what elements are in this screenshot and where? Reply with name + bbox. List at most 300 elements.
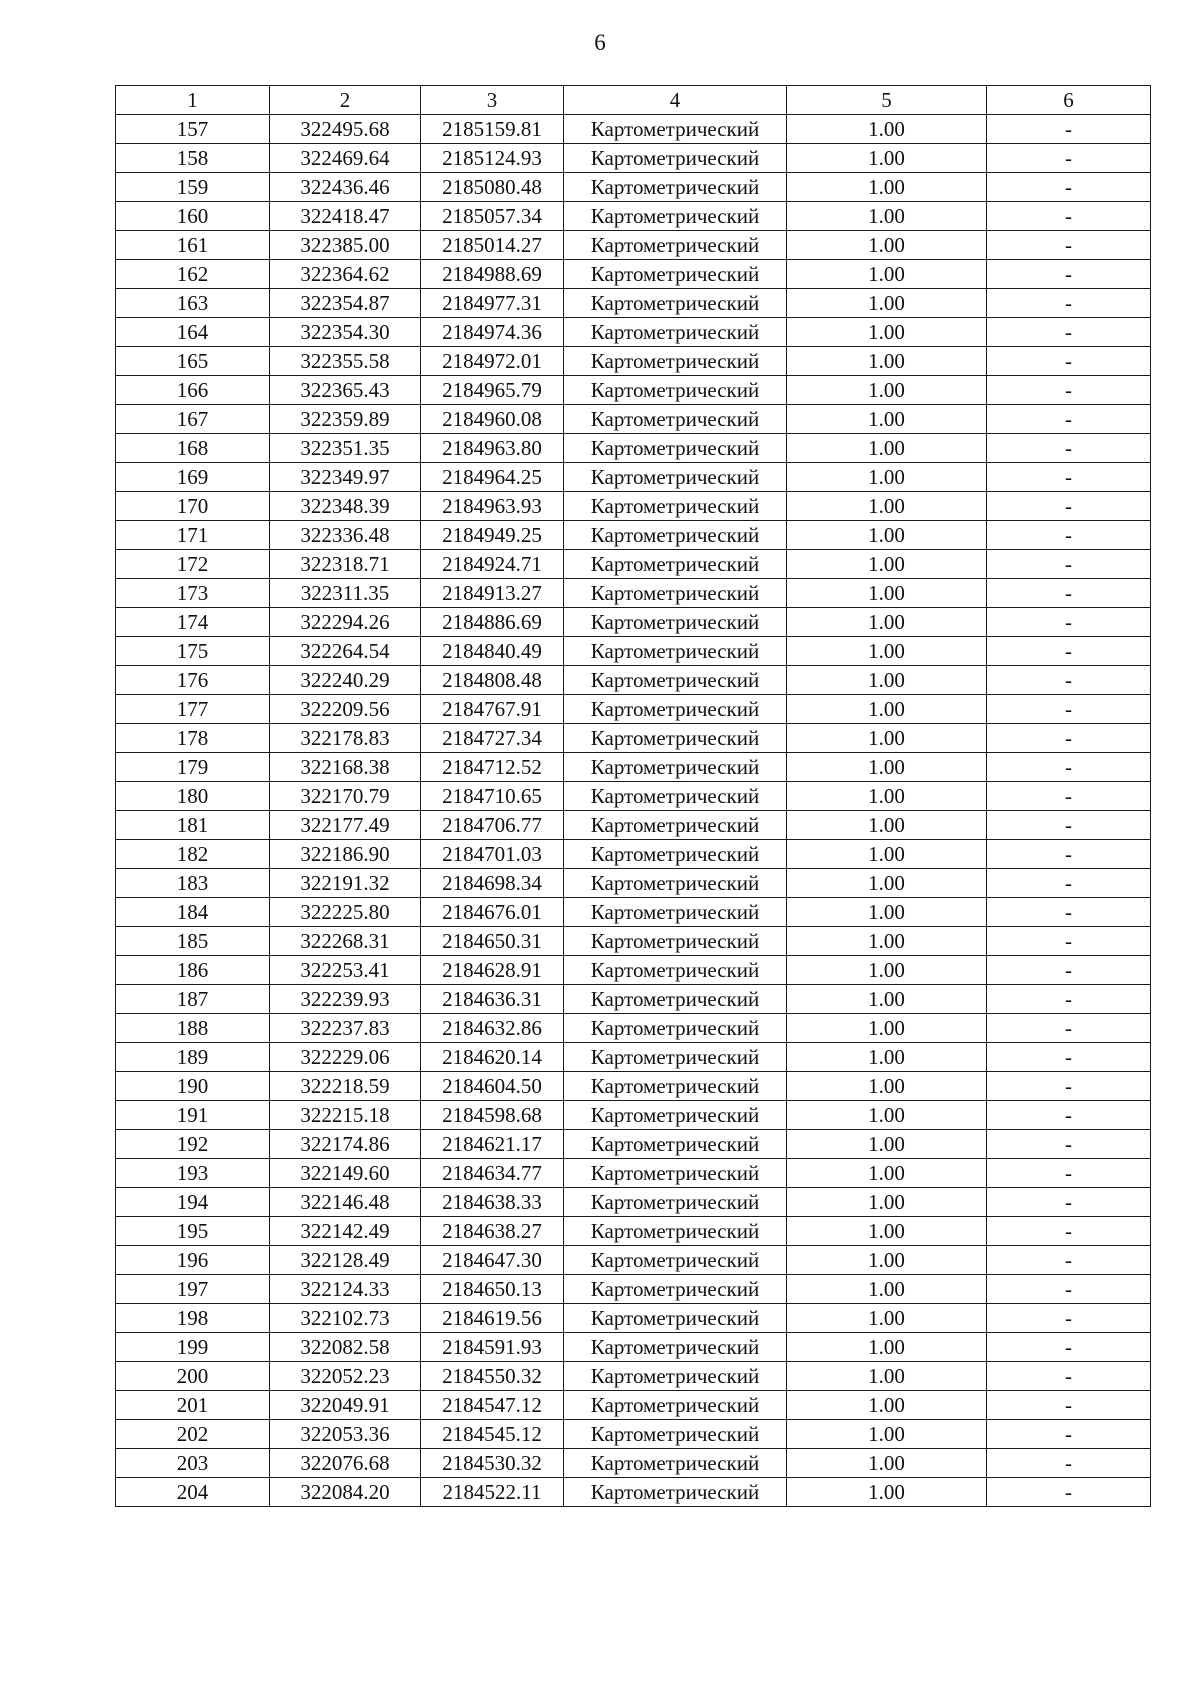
- point-number-cell: 182: [116, 840, 270, 869]
- point-number-cell: 203: [116, 1449, 270, 1478]
- point-number-cell: 194: [116, 1188, 270, 1217]
- coordinates-table: [115, 85, 1151, 1507]
- y-coordinate-cell: 2184964.25: [421, 463, 564, 492]
- accuracy-cell: 1.00: [787, 579, 987, 608]
- note-cell: -: [987, 347, 1151, 376]
- point-number-cell: 201: [116, 1391, 270, 1420]
- accuracy-cell: 1.00: [787, 956, 987, 985]
- y-coordinate-cell: 2184701.03: [421, 840, 564, 869]
- point-number-cell: 196: [116, 1246, 270, 1275]
- point-number-cell: 167: [116, 405, 270, 434]
- method-cell: Картометрический: [564, 434, 787, 463]
- table-row: [116, 956, 1151, 985]
- y-coordinate-cell: 2184634.77: [421, 1159, 564, 1188]
- table-row: [116, 1130, 1151, 1159]
- accuracy-cell: 1.00: [787, 1246, 987, 1275]
- note-cell: -: [987, 550, 1151, 579]
- note-cell: -: [987, 782, 1151, 811]
- method-cell: Картометрический: [564, 550, 787, 579]
- x-coordinate-cell: 322084.20: [270, 1478, 421, 1507]
- accuracy-cell: 1.00: [787, 376, 987, 405]
- method-cell: Картометрический: [564, 1101, 787, 1130]
- table-row: [116, 666, 1151, 695]
- accuracy-cell: 1.00: [787, 1043, 987, 1072]
- accuracy-cell: 1.00: [787, 1449, 987, 1478]
- y-coordinate-cell: 2184913.27: [421, 579, 564, 608]
- method-cell: Картометрический: [564, 724, 787, 753]
- y-coordinate-cell: 2184638.27: [421, 1217, 564, 1246]
- method-cell: Картометрический: [564, 927, 787, 956]
- accuracy-cell: 1.00: [787, 1478, 987, 1507]
- point-number-cell: 159: [116, 173, 270, 202]
- x-coordinate-cell: 322264.54: [270, 637, 421, 666]
- point-number-cell: 168: [116, 434, 270, 463]
- note-cell: -: [987, 1072, 1151, 1101]
- accuracy-cell: 1.00: [787, 115, 987, 144]
- note-cell: -: [987, 231, 1151, 260]
- accuracy-cell: 1.00: [787, 434, 987, 463]
- method-cell: Картометрический: [564, 231, 787, 260]
- method-cell: Картометрический: [564, 782, 787, 811]
- note-cell: -: [987, 956, 1151, 985]
- method-cell: Картометрический: [564, 666, 787, 695]
- accuracy-cell: 1.00: [787, 1101, 987, 1130]
- x-coordinate-cell: 322418.47: [270, 202, 421, 231]
- method-cell: Картометрический: [564, 1217, 787, 1246]
- accuracy-cell: 1.00: [787, 1391, 987, 1420]
- accuracy-cell: 1.00: [787, 1333, 987, 1362]
- note-cell: -: [987, 637, 1151, 666]
- note-cell: -: [987, 202, 1151, 231]
- note-cell: -: [987, 405, 1151, 434]
- note-cell: -: [987, 579, 1151, 608]
- accuracy-cell: 1.00: [787, 289, 987, 318]
- point-number-cell: 184: [116, 898, 270, 927]
- note-cell: -: [987, 1043, 1151, 1072]
- x-coordinate-cell: 322218.59: [270, 1072, 421, 1101]
- table-row: [116, 898, 1151, 927]
- table-row: [116, 550, 1151, 579]
- y-coordinate-cell: 2184977.31: [421, 289, 564, 318]
- note-cell: -: [987, 376, 1151, 405]
- note-cell: -: [987, 1159, 1151, 1188]
- table-row: [116, 376, 1151, 405]
- method-cell: Картометрический: [564, 1130, 787, 1159]
- method-cell: Картометрический: [564, 463, 787, 492]
- x-coordinate-cell: 322354.87: [270, 289, 421, 318]
- accuracy-cell: 1.00: [787, 608, 987, 637]
- note-cell: -: [987, 1246, 1151, 1275]
- point-number-cell: 188: [116, 1014, 270, 1043]
- method-cell: Картометрический: [564, 1420, 787, 1449]
- table-row: [116, 695, 1151, 724]
- note-cell: -: [987, 1333, 1151, 1362]
- method-cell: Картометрический: [564, 1188, 787, 1217]
- y-coordinate-cell: 2184840.49: [421, 637, 564, 666]
- y-coordinate-cell: 2184547.12: [421, 1391, 564, 1420]
- note-cell: -: [987, 1449, 1151, 1478]
- note-cell: -: [987, 869, 1151, 898]
- accuracy-cell: 1.00: [787, 463, 987, 492]
- accuracy-cell: 1.00: [787, 666, 987, 695]
- accuracy-cell: 1.00: [787, 492, 987, 521]
- y-coordinate-cell: 2184650.13: [421, 1275, 564, 1304]
- accuracy-cell: 1.00: [787, 869, 987, 898]
- column-header: 5: [787, 86, 987, 115]
- y-coordinate-cell: 2184604.50: [421, 1072, 564, 1101]
- y-coordinate-cell: 2185080.48: [421, 173, 564, 202]
- x-coordinate-cell: 322146.48: [270, 1188, 421, 1217]
- x-coordinate-cell: 322385.00: [270, 231, 421, 260]
- x-coordinate-cell: 322239.93: [270, 985, 421, 1014]
- table-row: [116, 1420, 1151, 1449]
- table-row: [116, 1391, 1151, 1420]
- y-coordinate-cell: 2184886.69: [421, 608, 564, 637]
- method-cell: Картометрический: [564, 492, 787, 521]
- point-number-cell: 185: [116, 927, 270, 956]
- accuracy-cell: 1.00: [787, 1159, 987, 1188]
- method-cell: Картометрический: [564, 608, 787, 637]
- point-number-cell: 189: [116, 1043, 270, 1072]
- table-row: [116, 1043, 1151, 1072]
- accuracy-cell: 1.00: [787, 1217, 987, 1246]
- x-coordinate-cell: 322336.48: [270, 521, 421, 550]
- table-row: [116, 1014, 1151, 1043]
- accuracy-cell: 1.00: [787, 695, 987, 724]
- y-coordinate-cell: 2184808.48: [421, 666, 564, 695]
- column-header: 6: [987, 86, 1151, 115]
- note-cell: -: [987, 1130, 1151, 1159]
- accuracy-cell: 1.00: [787, 1304, 987, 1333]
- table-row: [116, 782, 1151, 811]
- x-coordinate-cell: 322436.46: [270, 173, 421, 202]
- method-cell: Картометрический: [564, 202, 787, 231]
- point-number-cell: 165: [116, 347, 270, 376]
- point-number-cell: 160: [116, 202, 270, 231]
- note-cell: -: [987, 927, 1151, 956]
- accuracy-cell: 1.00: [787, 347, 987, 376]
- method-cell: Картометрический: [564, 1304, 787, 1333]
- note-cell: -: [987, 753, 1151, 782]
- accuracy-cell: 1.00: [787, 1072, 987, 1101]
- table-row: [116, 1217, 1151, 1246]
- x-coordinate-cell: 322128.49: [270, 1246, 421, 1275]
- x-coordinate-cell: 322170.79: [270, 782, 421, 811]
- method-cell: Картометрический: [564, 1391, 787, 1420]
- method-cell: Картометрический: [564, 1478, 787, 1507]
- table-row: [116, 1159, 1151, 1188]
- note-cell: -: [987, 1014, 1151, 1043]
- y-coordinate-cell: 2184676.01: [421, 898, 564, 927]
- point-number-cell: 170: [116, 492, 270, 521]
- point-number-cell: 197: [116, 1275, 270, 1304]
- method-cell: Картометрический: [564, 753, 787, 782]
- table-row: [116, 840, 1151, 869]
- point-number-cell: 200: [116, 1362, 270, 1391]
- note-cell: -: [987, 173, 1151, 202]
- table-row: [116, 724, 1151, 753]
- x-coordinate-cell: 322174.86: [270, 1130, 421, 1159]
- x-coordinate-cell: 322318.71: [270, 550, 421, 579]
- x-coordinate-cell: 322102.73: [270, 1304, 421, 1333]
- point-number-cell: 174: [116, 608, 270, 637]
- column-header: 2: [270, 86, 421, 115]
- point-number-cell: 176: [116, 666, 270, 695]
- y-coordinate-cell: 2184963.93: [421, 492, 564, 521]
- table-row: [116, 1362, 1151, 1391]
- x-coordinate-cell: 322082.58: [270, 1333, 421, 1362]
- x-coordinate-cell: 322294.26: [270, 608, 421, 637]
- note-cell: -: [987, 521, 1151, 550]
- y-coordinate-cell: 2184636.31: [421, 985, 564, 1014]
- table-row: [116, 115, 1151, 144]
- x-coordinate-cell: 322469.64: [270, 144, 421, 173]
- point-number-cell: 198: [116, 1304, 270, 1333]
- y-coordinate-cell: 2184698.34: [421, 869, 564, 898]
- point-number-cell: 180: [116, 782, 270, 811]
- method-cell: Картометрический: [564, 898, 787, 927]
- accuracy-cell: 1.00: [787, 840, 987, 869]
- y-coordinate-cell: 2184988.69: [421, 260, 564, 289]
- method-cell: Картометрический: [564, 956, 787, 985]
- y-coordinate-cell: 2184628.91: [421, 956, 564, 985]
- accuracy-cell: 1.00: [787, 1362, 987, 1391]
- note-cell: -: [987, 434, 1151, 463]
- x-coordinate-cell: 322124.33: [270, 1275, 421, 1304]
- x-coordinate-cell: 322348.39: [270, 492, 421, 521]
- x-coordinate-cell: 322149.60: [270, 1159, 421, 1188]
- y-coordinate-cell: 2185014.27: [421, 231, 564, 260]
- method-cell: Картометрический: [564, 1246, 787, 1275]
- point-number-cell: 193: [116, 1159, 270, 1188]
- method-cell: Картометрический: [564, 1333, 787, 1362]
- table-row: [116, 811, 1151, 840]
- point-number-cell: 164: [116, 318, 270, 347]
- point-number-cell: 179: [116, 753, 270, 782]
- point-number-cell: 186: [116, 956, 270, 985]
- y-coordinate-cell: 2185159.81: [421, 115, 564, 144]
- point-number-cell: 157: [116, 115, 270, 144]
- method-cell: Картометрический: [564, 521, 787, 550]
- table-row: [116, 492, 1151, 521]
- x-coordinate-cell: 322186.90: [270, 840, 421, 869]
- y-coordinate-cell: 2184620.14: [421, 1043, 564, 1072]
- accuracy-cell: 1.00: [787, 260, 987, 289]
- y-coordinate-cell: 2184706.77: [421, 811, 564, 840]
- method-cell: Картометрический: [564, 1362, 787, 1391]
- note-cell: -: [987, 985, 1151, 1014]
- table-row: [116, 463, 1151, 492]
- method-cell: Картометрический: [564, 1043, 787, 1072]
- method-cell: Картометрический: [564, 173, 787, 202]
- note-cell: -: [987, 1478, 1151, 1507]
- x-coordinate-cell: 322225.80: [270, 898, 421, 927]
- accuracy-cell: 1.00: [787, 753, 987, 782]
- x-coordinate-cell: 322142.49: [270, 1217, 421, 1246]
- note-cell: -: [987, 695, 1151, 724]
- note-cell: -: [987, 898, 1151, 927]
- method-cell: Картометрический: [564, 1014, 787, 1043]
- table-row: [116, 1478, 1151, 1507]
- note-cell: -: [987, 840, 1151, 869]
- x-coordinate-cell: 322351.35: [270, 434, 421, 463]
- y-coordinate-cell: 2184960.08: [421, 405, 564, 434]
- table-row: [116, 521, 1151, 550]
- y-coordinate-cell: 2184710.65: [421, 782, 564, 811]
- x-coordinate-cell: 322191.32: [270, 869, 421, 898]
- point-number-cell: 183: [116, 869, 270, 898]
- column-header: 4: [564, 86, 787, 115]
- accuracy-cell: 1.00: [787, 405, 987, 434]
- accuracy-cell: 1.00: [787, 521, 987, 550]
- y-coordinate-cell: 2184522.11: [421, 1478, 564, 1507]
- table-row: [116, 260, 1151, 289]
- table-row: [116, 637, 1151, 666]
- x-coordinate-cell: 322359.89: [270, 405, 421, 434]
- point-number-cell: 181: [116, 811, 270, 840]
- accuracy-cell: 1.00: [787, 898, 987, 927]
- point-number-cell: 172: [116, 550, 270, 579]
- note-cell: -: [987, 144, 1151, 173]
- y-coordinate-cell: 2184974.36: [421, 318, 564, 347]
- x-coordinate-cell: 322365.43: [270, 376, 421, 405]
- point-number-cell: 162: [116, 260, 270, 289]
- point-number-cell: 199: [116, 1333, 270, 1362]
- column-header: 3: [421, 86, 564, 115]
- point-number-cell: 163: [116, 289, 270, 318]
- x-coordinate-cell: 322237.83: [270, 1014, 421, 1043]
- table-row: [116, 173, 1151, 202]
- accuracy-cell: 1.00: [787, 724, 987, 753]
- y-coordinate-cell: 2184621.17: [421, 1130, 564, 1159]
- method-cell: Картометрический: [564, 1449, 787, 1478]
- method-cell: Картометрический: [564, 637, 787, 666]
- x-coordinate-cell: 322311.35: [270, 579, 421, 608]
- note-cell: -: [987, 1188, 1151, 1217]
- table-row: [116, 231, 1151, 260]
- x-coordinate-cell: 322268.31: [270, 927, 421, 956]
- accuracy-cell: 1.00: [787, 1014, 987, 1043]
- point-number-cell: 192: [116, 1130, 270, 1159]
- x-coordinate-cell: 322355.58: [270, 347, 421, 376]
- y-coordinate-cell: 2184949.25: [421, 521, 564, 550]
- table-row: [116, 927, 1151, 956]
- x-coordinate-cell: 322364.62: [270, 260, 421, 289]
- y-coordinate-cell: 2184963.80: [421, 434, 564, 463]
- y-coordinate-cell: 2184632.86: [421, 1014, 564, 1043]
- x-coordinate-cell: 322495.68: [270, 115, 421, 144]
- x-coordinate-cell: 322209.56: [270, 695, 421, 724]
- y-coordinate-cell: 2184530.32: [421, 1449, 564, 1478]
- table-row: [116, 1188, 1151, 1217]
- accuracy-cell: 1.00: [787, 927, 987, 956]
- point-number-cell: 161: [116, 231, 270, 260]
- method-cell: Картометрический: [564, 1275, 787, 1304]
- note-cell: -: [987, 724, 1151, 753]
- point-number-cell: 171: [116, 521, 270, 550]
- accuracy-cell: 1.00: [787, 202, 987, 231]
- x-coordinate-cell: 322215.18: [270, 1101, 421, 1130]
- x-coordinate-cell: 322177.49: [270, 811, 421, 840]
- accuracy-cell: 1.00: [787, 1130, 987, 1159]
- method-cell: Картометрический: [564, 347, 787, 376]
- y-coordinate-cell: 2184712.52: [421, 753, 564, 782]
- accuracy-cell: 1.00: [787, 1420, 987, 1449]
- point-number-cell: 204: [116, 1478, 270, 1507]
- point-number-cell: 202: [116, 1420, 270, 1449]
- y-coordinate-cell: 2184591.93: [421, 1333, 564, 1362]
- method-cell: Картометрический: [564, 115, 787, 144]
- point-number-cell: 191: [116, 1101, 270, 1130]
- table-row: [116, 289, 1151, 318]
- y-coordinate-cell: 2184647.30: [421, 1246, 564, 1275]
- note-cell: -: [987, 1275, 1151, 1304]
- note-cell: -: [987, 666, 1151, 695]
- method-cell: Картометрический: [564, 1072, 787, 1101]
- table-row: [116, 318, 1151, 347]
- y-coordinate-cell: 2184650.31: [421, 927, 564, 956]
- note-cell: -: [987, 608, 1151, 637]
- accuracy-cell: 1.00: [787, 1188, 987, 1217]
- y-coordinate-cell: 2184767.91: [421, 695, 564, 724]
- note-cell: -: [987, 463, 1151, 492]
- note-cell: -: [987, 811, 1151, 840]
- point-number-cell: 169: [116, 463, 270, 492]
- method-cell: Картометрический: [564, 260, 787, 289]
- column-header: 1: [116, 86, 270, 115]
- table-row: [116, 753, 1151, 782]
- page-number: 6: [594, 30, 606, 55]
- y-coordinate-cell: 2184924.71: [421, 550, 564, 579]
- point-number-cell: 190: [116, 1072, 270, 1101]
- note-cell: -: [987, 1391, 1151, 1420]
- table-row: [116, 1304, 1151, 1333]
- note-cell: -: [987, 1362, 1151, 1391]
- method-cell: Картометрический: [564, 1159, 787, 1188]
- note-cell: -: [987, 260, 1151, 289]
- x-coordinate-cell: 322178.83: [270, 724, 421, 753]
- y-coordinate-cell: 2184619.56: [421, 1304, 564, 1333]
- y-coordinate-cell: 2184727.34: [421, 724, 564, 753]
- accuracy-cell: 1.00: [787, 231, 987, 260]
- point-number-cell: 166: [116, 376, 270, 405]
- x-coordinate-cell: 322349.97: [270, 463, 421, 492]
- table-row: [116, 202, 1151, 231]
- method-cell: Картометрический: [564, 405, 787, 434]
- accuracy-cell: 1.00: [787, 173, 987, 202]
- table-row: [116, 1333, 1151, 1362]
- method-cell: Картометрический: [564, 985, 787, 1014]
- note-cell: -: [987, 289, 1151, 318]
- accuracy-cell: 1.00: [787, 637, 987, 666]
- table-row: [116, 144, 1151, 173]
- method-cell: Картометрический: [564, 811, 787, 840]
- x-coordinate-cell: 322052.23: [270, 1362, 421, 1391]
- point-number-cell: 173: [116, 579, 270, 608]
- y-coordinate-cell: 2184965.79: [421, 376, 564, 405]
- table-row: [116, 1275, 1151, 1304]
- x-coordinate-cell: 322229.06: [270, 1043, 421, 1072]
- table-body: [116, 115, 1151, 1507]
- x-coordinate-cell: 322076.68: [270, 1449, 421, 1478]
- note-cell: -: [987, 115, 1151, 144]
- table-row: [116, 1246, 1151, 1275]
- accuracy-cell: 1.00: [787, 550, 987, 579]
- table-header-row: [116, 86, 1151, 115]
- x-coordinate-cell: 322354.30: [270, 318, 421, 347]
- table-row: [116, 1101, 1151, 1130]
- x-coordinate-cell: 322049.91: [270, 1391, 421, 1420]
